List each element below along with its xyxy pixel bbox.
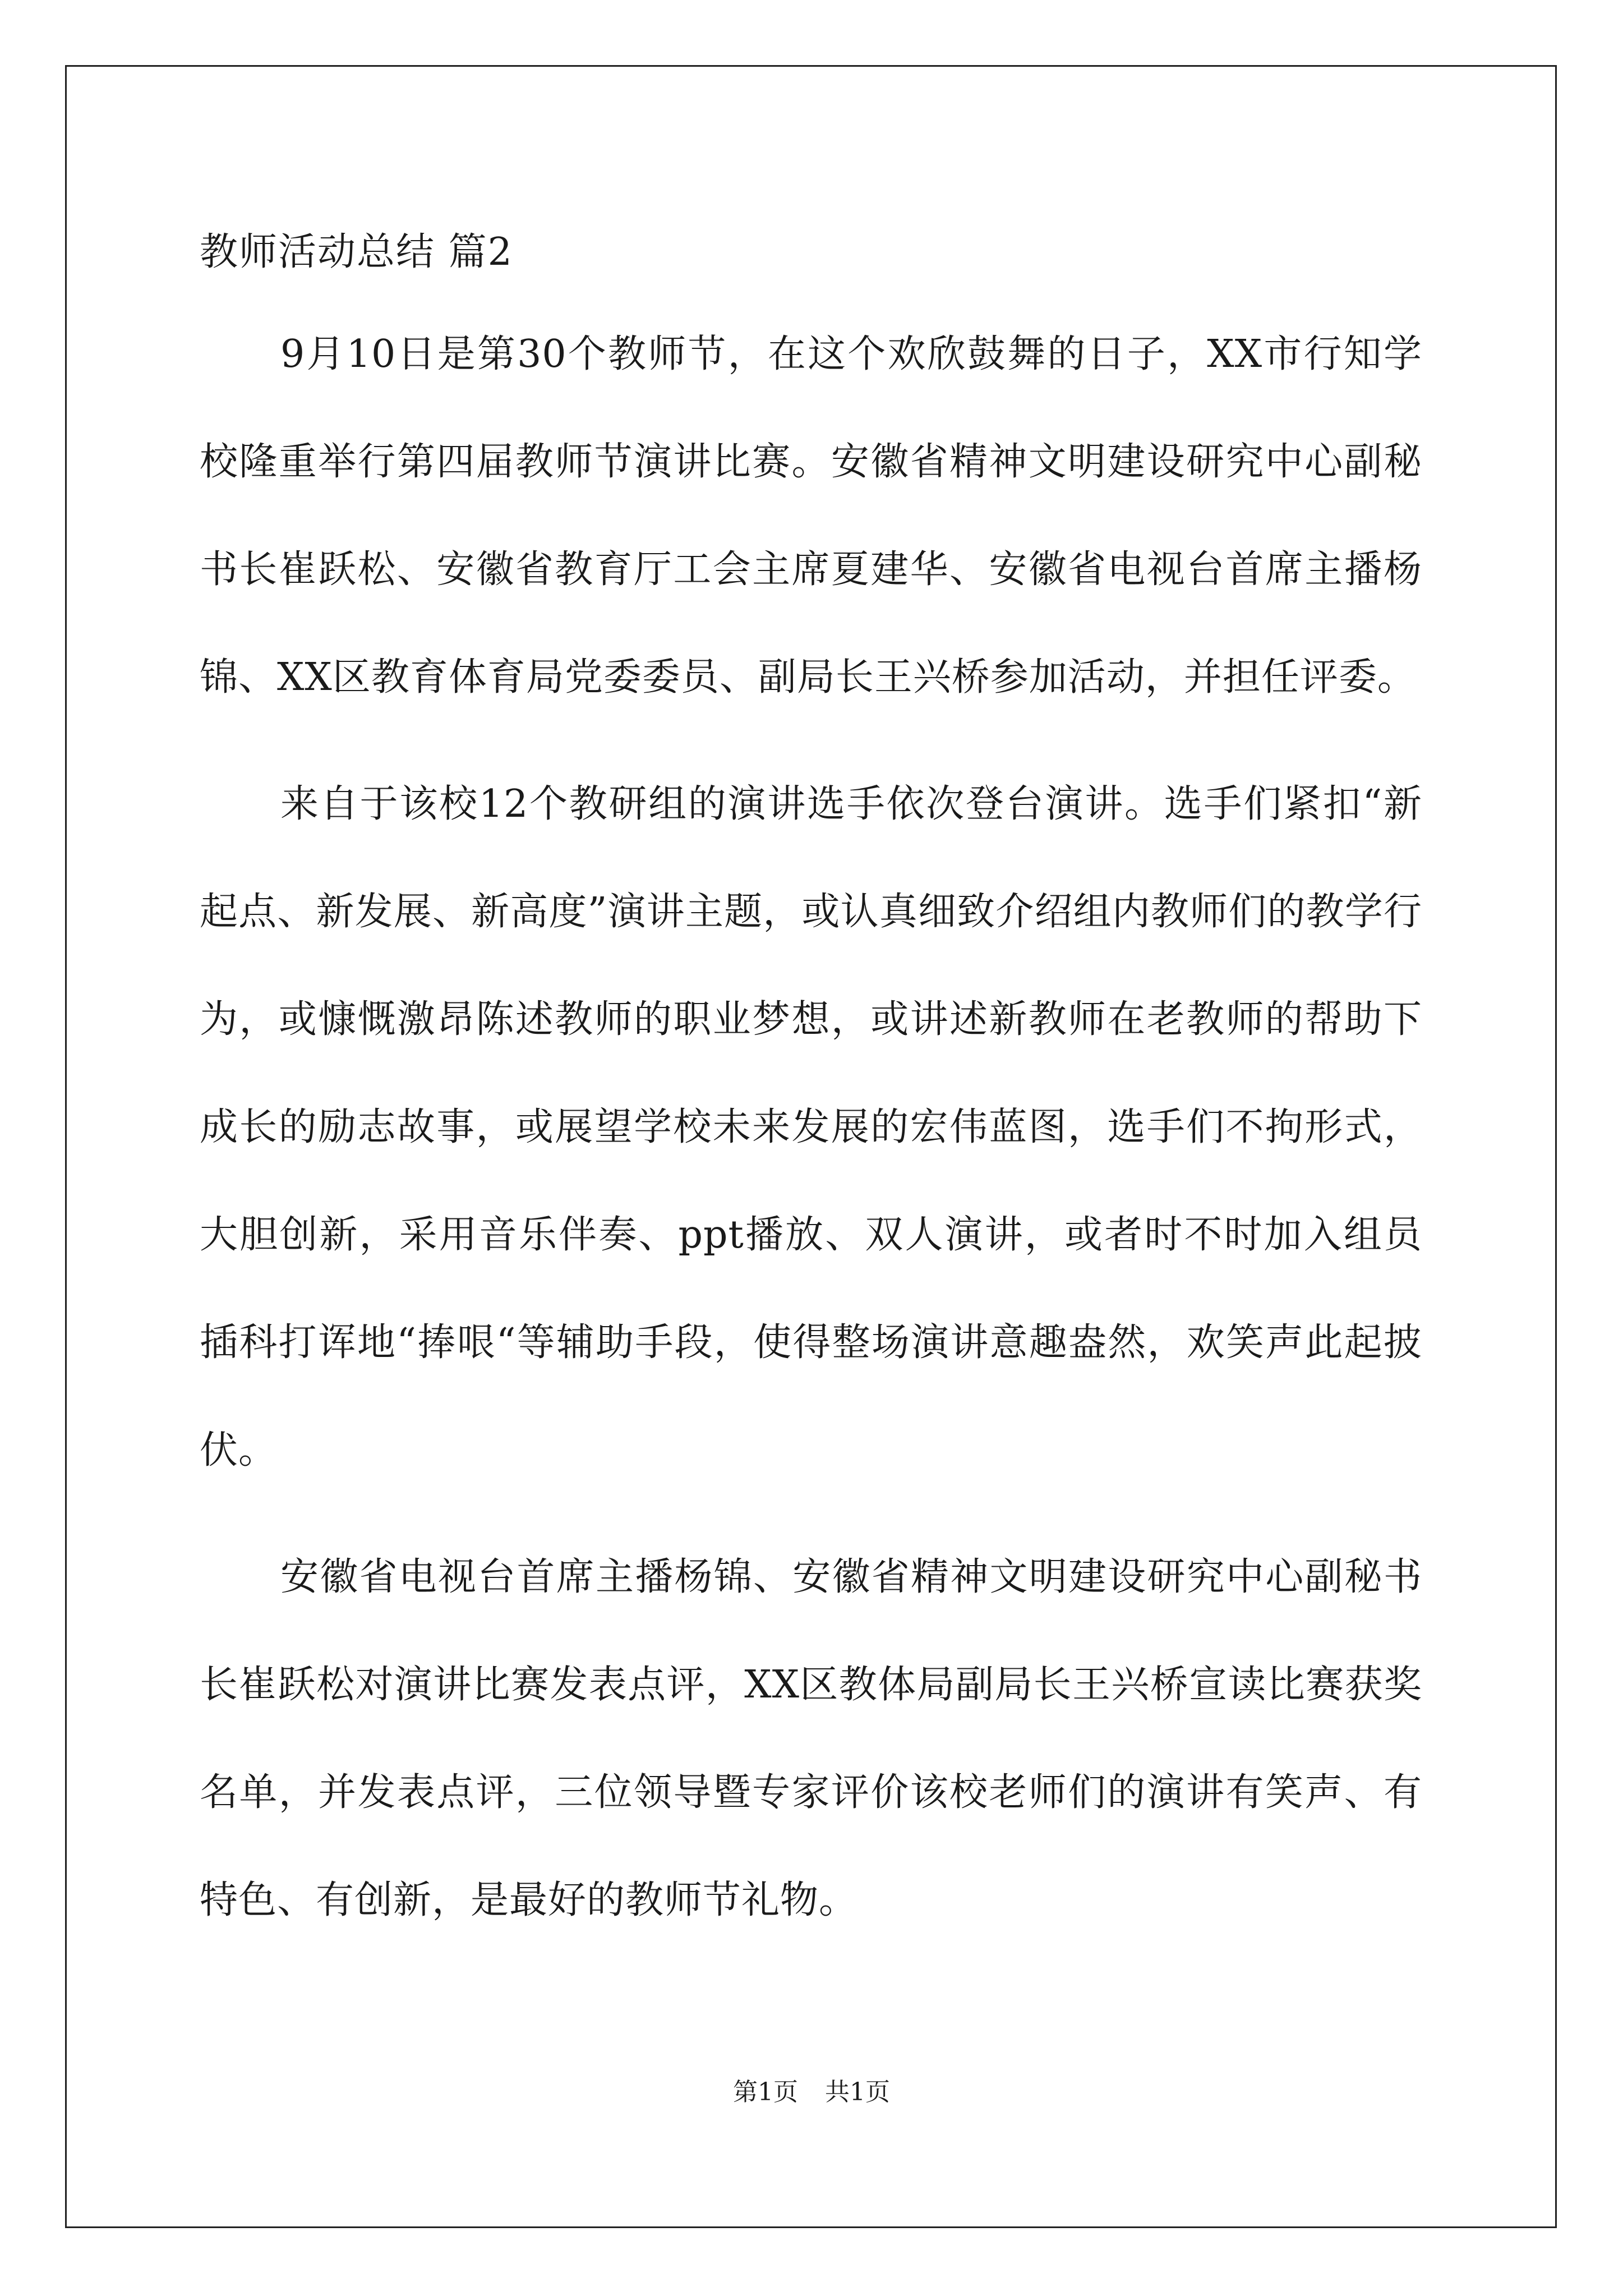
page-footer bbox=[0, 2076, 1623, 2109]
page-count: 共1页 bbox=[825, 2078, 890, 2106]
page-number: 第1页 bbox=[733, 2078, 798, 2106]
paragraph-1: 9月10日是第30个教师节，在这个欢欣鼓舞的日子，XX市行知学校隆重举行第四届教师节演讲比赛。安徽省精神文明建设研究中心副秘书长崔跃松、安徽省教育厅工会主席夏建华、安徽省电视台首席主播杨锦、XX区教育体育局党委委员、副局长王兴桥参加活动，并担任评委。 bbox=[200, 332, 1422, 700]
paragraph-3: 安徽省电视台首席主播杨锦、安徽省精神文明建设研究中心副秘书长崔跃松对演讲比赛发表点评，XX区教体局副局长王兴桥宣读比赛获奖名单，并发表点评，三位领导暨专家评价该校老师们的演讲有笑声、有特色、有创新，是最好的教师节礼物。 bbox=[200, 1555, 1422, 1922]
paragraph-2: 来自于该校12个教研组的演讲选手依次登台演讲。选手们紧扣“新起点、新发展、新高度”演讲主题，或认真细致介绍组内教师们的教学行为，或慷慨激昂陈述教师的职业梦想，或讲述新教师在老教师的帮助下成长的励志故事，或展望学校未来发展的宏伟蓝图，选手们不拘形式，大胆创新，采用音乐伴奏、ppt播放、双人演讲，或者时不时加入组员插科打诨地“捧哏“等辅助手段，使得整场演讲意趣盎然，欢笑声此起披伏。 bbox=[200, 782, 1422, 1473]
document-title: 教师活动总结 篇2 bbox=[200, 230, 513, 274]
document-body bbox=[200, 219, 1422, 1954]
